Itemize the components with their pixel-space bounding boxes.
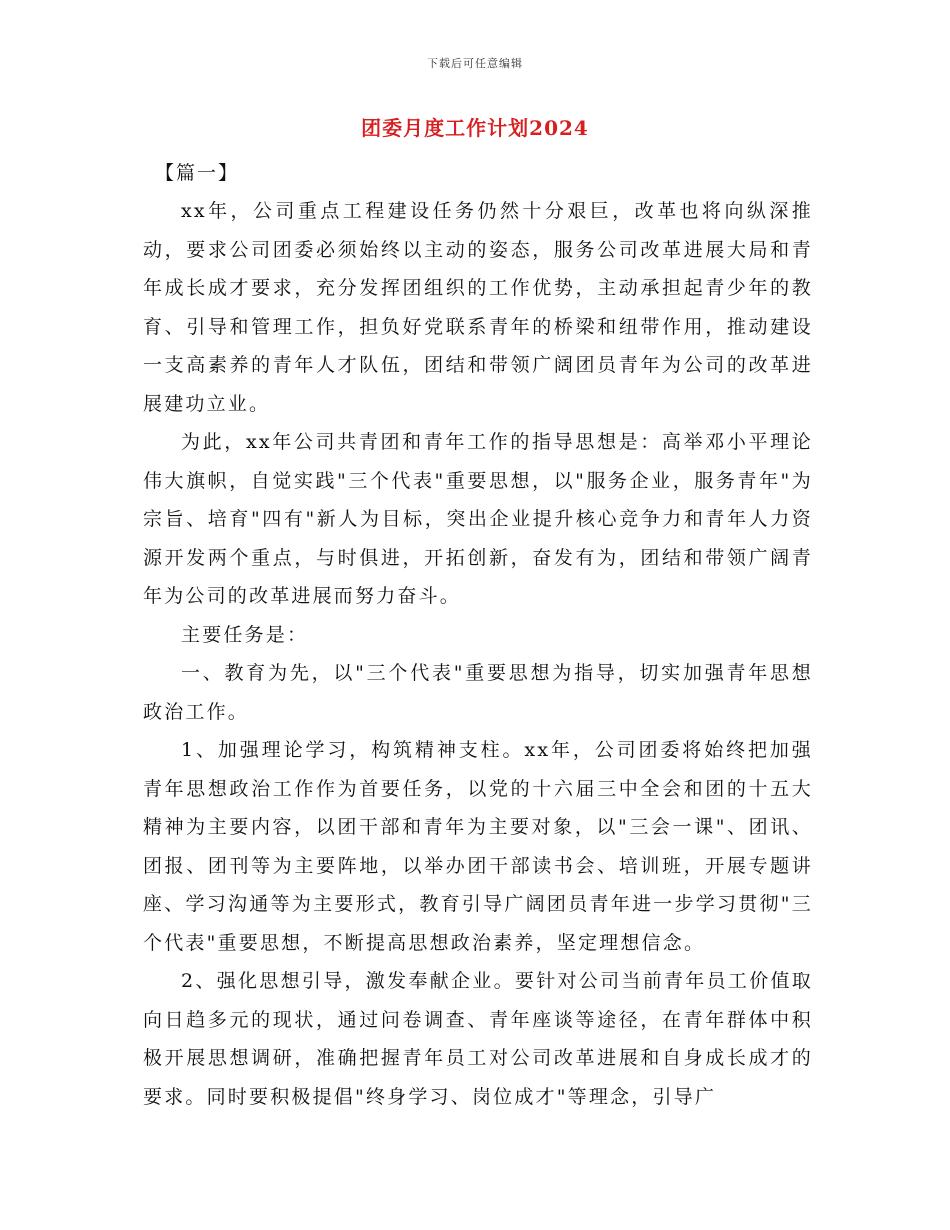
paragraph-6: 2、强化思想引导，激发奉献企业。要针对公司当前青年员工价值取向日趋多元的现状，通过问卷调查、青年座谈等途径，在青年群体中积极开展思想调研，准确把握青年员工对公司改革进展和自身成长成才的要求。同时要积极提倡"终身学习、岗位成才"等理念，引导广 — [143, 970, 813, 1108]
paragraph-1: xx年，公司重点工程建设任务仍然十分艰巨，改革也将向纵深推动，要求公司团委必须始终以主动的姿态，服务公司改革进展大局和青年成长成才要求，充分发挥团组织的工作优势，主动承担起青少年的教育、引导和管理工作，担负好党联系青年的桥梁和纽带作用，推动建设一支高素养的青年人才队伍，团结和带领广阔团员青年为公司的改革进展建功立业。 — [143, 200, 813, 415]
paragraph-5: 1、加强理论学习，构筑精神支柱。xx年，公司团委将始终把加强青年思想政治工作作为首要任务，以党的十六届三中全会和团的十五大精神为主要内容，以团干部和青年为主要对象，以"三会一课"、团讯、团报、团刊等为主要阵地，以举办团干部读书会、培训班，开展专题讲座、学习沟通等为主要形式，教育引导广阔团员青年进一步学习贯彻"三个代表"重要思想，不断提高思想政治素养，坚定理想信念。 — [143, 739, 813, 954]
document-body — [143, 154, 813, 1116]
paragraph-3: 主要任务是： — [181, 623, 309, 646]
header-note: 下载后可任意编辑 — [427, 57, 523, 70]
document-title: 团委月度工作计划2024 — [361, 116, 589, 140]
paragraph-4: 一、教育为先，以"三个代表"重要思想为指导，切实加强青年思想政治工作。 — [143, 662, 813, 723]
section-label: 【篇一】 — [155, 162, 240, 184]
paragraph-2: 为此，xx年公司共青团和青年工作的指导思想是：高举邓小平理论伟大旗帜，自觉实践"三个代表"重要思想，以"服务企业，服务青年"为宗旨、培育"四有"新人为目标，突出企业提升核心竞争力和青年人力资源开发两个重点，与时俱进，开拓创新，奋发有为，团结和带领广阔青年为公司的改革进展而努力奋斗。 — [143, 431, 813, 607]
